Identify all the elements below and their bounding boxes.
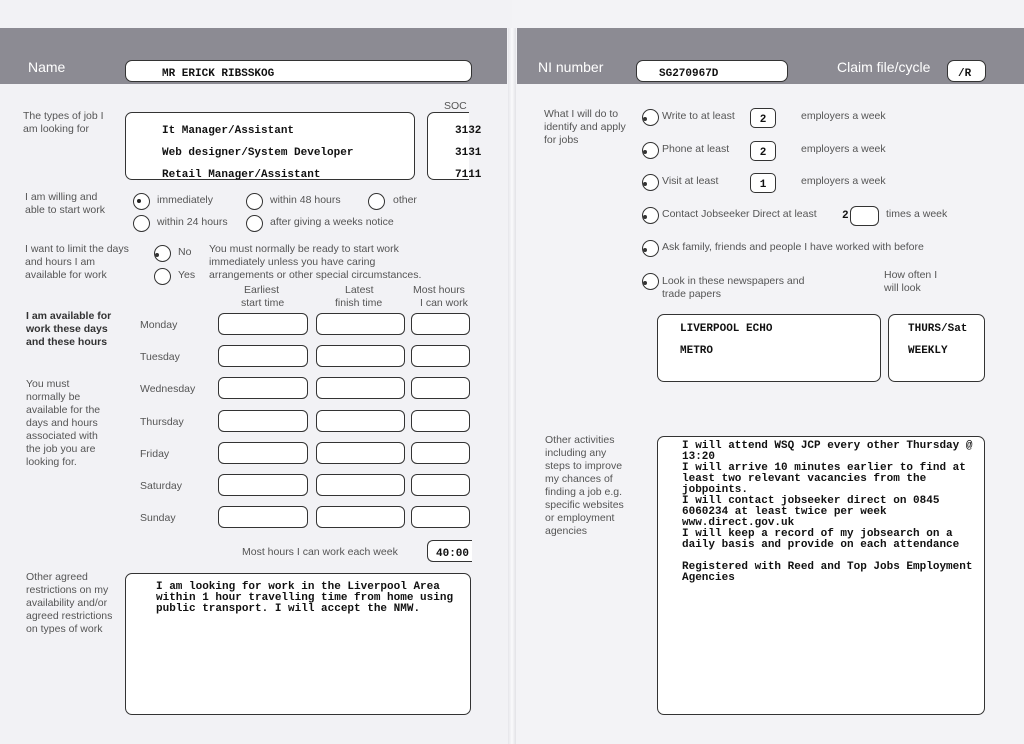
how-often-label: How often I will look (884, 269, 938, 294)
start-48h-label: within 48 hours (270, 194, 341, 206)
start-label: I am willing and able to start work (25, 191, 105, 216)
col-latest-sub: finish time (335, 297, 383, 309)
restrictions-text: I am looking for work in the Liverpool Area within 1 hour travelling time from home using public transport. I will accept the NMW. (156, 581, 454, 615)
start-immediately-radio[interactable] (133, 193, 150, 210)
day-label: Wednesday (140, 383, 196, 395)
page-fold (508, 28, 516, 744)
soc-label: SOC (444, 100, 467, 112)
availability-label: I am available for work these days and these hours (26, 310, 112, 348)
day-label: Sunday (140, 512, 176, 524)
latest-finish-input[interactable] (316, 474, 405, 496)
soc-code: 3132 (455, 125, 482, 137)
claim-cycle-label: Claim file/cycle (837, 59, 931, 75)
most-hours-input[interactable] (411, 506, 470, 528)
most-hours-input[interactable] (411, 313, 470, 335)
newspapers-label: Look in these newspapers and trade papers (662, 275, 805, 300)
limit-no-radio[interactable] (154, 245, 171, 262)
earliest-start-input[interactable] (218, 506, 308, 528)
soc-field[interactable] (427, 112, 482, 181)
earliest-start-input[interactable] (218, 313, 308, 335)
day-label: Tuesday (140, 351, 180, 363)
latest-finish-input[interactable] (316, 506, 405, 528)
start-48h-radio[interactable] (246, 193, 263, 210)
start-immediately-label: immediately (157, 194, 214, 206)
earliest-start-input[interactable] (218, 410, 308, 432)
claim-cycle-value: /R (958, 68, 972, 80)
day-label: Thursday (140, 416, 184, 428)
phone-count[interactable]: 2 (750, 141, 776, 161)
day-label: Saturday (140, 480, 183, 492)
write-label: Write to at least (662, 110, 735, 122)
contact-count[interactable] (850, 206, 879, 226)
phone-employers-label: employers a week (801, 143, 886, 155)
actions-label: What I will do to identify and apply for jobs (544, 108, 626, 146)
visit-count[interactable]: 1 (750, 173, 776, 193)
start-week-label: after giving a weeks notice (270, 216, 394, 228)
other-activities-field[interactable] (657, 436, 985, 715)
day-label: Friday (140, 448, 170, 460)
other-activities-text: I will attend WSQ JCP every other Thursday @ 13:20 I will arrive 10 minutes earlier to find at least two relevant vacancies from the jobpoints. I will contact jobseeker direct on 0845 6060234 at least twice per week www.direct.gov.uk I will keep a record of my jobsearch on a daily basis and provide on each attendance Registered with Reed and Top Jobs Employment Agencies (682, 440, 973, 584)
start-24h-radio[interactable] (133, 215, 150, 232)
latest-finish-input[interactable] (316, 442, 405, 464)
col-latest: Latest (345, 284, 374, 296)
contact-radio[interactable] (642, 207, 659, 224)
ni-number-label: NI number (538, 59, 604, 75)
start-week-radio[interactable] (246, 215, 263, 232)
frequency-field[interactable] (888, 314, 985, 382)
claim-cycle-field[interactable] (947, 60, 986, 82)
limit-label: I want to limit the days and hours I am available for work (25, 243, 129, 281)
newspapers-radio[interactable] (642, 273, 659, 290)
frequency-value: THURS/Sat (908, 323, 968, 335)
limit-no-label: No (178, 246, 192, 258)
start-other-label: other (393, 194, 417, 206)
job-title: It Manager/Assistant (162, 125, 295, 137)
job-title: Retail Manager/Assistant (162, 169, 321, 181)
latest-finish-input[interactable] (316, 377, 405, 399)
write-employers-label: employers a week (801, 110, 886, 122)
start-other-radio[interactable] (368, 193, 385, 210)
latest-finish-input[interactable] (316, 410, 405, 432)
col-earliest-sub: start time (241, 297, 285, 309)
most-hours-input[interactable] (411, 474, 470, 496)
most-hours-week-field[interactable] (427, 540, 472, 562)
visit-label: Visit at least (662, 175, 719, 187)
limit-yes-radio[interactable] (154, 268, 171, 285)
contact-count-value: 2 (842, 210, 849, 222)
earliest-start-input[interactable] (218, 345, 308, 367)
most-hours-input[interactable] (411, 442, 470, 464)
most-hours-input[interactable] (411, 377, 470, 399)
availability-note: You must normally be available for the days and hours associated with the job you are looking for. (26, 378, 101, 468)
ask-label: Ask family, friends and people I have worked with before (662, 241, 924, 253)
col-earliest: Earliest (244, 284, 280, 296)
limit-yes-label: Yes (178, 269, 196, 281)
frequency-value: WEEKLY (908, 345, 948, 357)
latest-finish-input[interactable] (316, 313, 405, 335)
earliest-start-input[interactable] (218, 442, 308, 464)
contact-times-label: times a week (886, 208, 948, 220)
ask-radio[interactable] (642, 240, 659, 257)
most-hours-week-value: 40:00 (436, 548, 470, 560)
ni-number-field[interactable] (636, 60, 788, 82)
other-activities-label: Other activities including any steps to improve my chances of finding a job e.g. specific websites or employment agencies (545, 434, 624, 537)
phone-radio[interactable] (642, 142, 659, 159)
most-hours-week-label: Most hours I can work each week (242, 546, 398, 558)
write-count[interactable]: 2 (750, 108, 776, 128)
newspaper-name: LIVERPOOL ECHO (680, 323, 773, 335)
latest-finish-input[interactable] (316, 345, 405, 367)
name-field[interactable] (125, 60, 472, 82)
visit-employers-label: employers a week (801, 175, 886, 187)
job-title: Web designer/System Developer (162, 147, 354, 159)
start-24h-label: within 24 hours (157, 216, 228, 228)
phone-label: Phone at least (662, 143, 730, 155)
earliest-start-input[interactable] (218, 377, 308, 399)
most-hours-input[interactable] (411, 345, 470, 367)
soc-code: 7111 (455, 169, 482, 181)
newspapers-field[interactable] (657, 314, 881, 382)
col-most: Most hours (413, 284, 465, 296)
most-hours-input[interactable] (411, 410, 470, 432)
contact-label: Contact Jobseeker Direct at least (662, 208, 817, 220)
earliest-start-input[interactable] (218, 474, 308, 496)
soc-code: 3131 (455, 147, 482, 159)
visit-radio[interactable] (642, 174, 659, 191)
restrictions-field[interactable] (125, 573, 471, 715)
jobs-field[interactable] (125, 112, 415, 180)
jobs-label: The types of job I am looking for (23, 110, 104, 135)
newspaper-name: METRO (680, 345, 714, 357)
write-radio[interactable] (642, 109, 659, 126)
ni-number-value: SG270967D (659, 68, 719, 80)
limit-note: You must normally be ready to start work immediately unless you have caring arrangements or other special circumstances. (209, 243, 422, 281)
restrictions-label: Other agreed restrictions on my availability and/or agreed restrictions on types of work (26, 571, 113, 635)
name-label: Name (28, 59, 66, 75)
day-label: Monday (140, 319, 178, 331)
col-most-sub: I can work (420, 297, 468, 309)
name-value: MR ERICK RIBSSKOG (162, 68, 275, 80)
